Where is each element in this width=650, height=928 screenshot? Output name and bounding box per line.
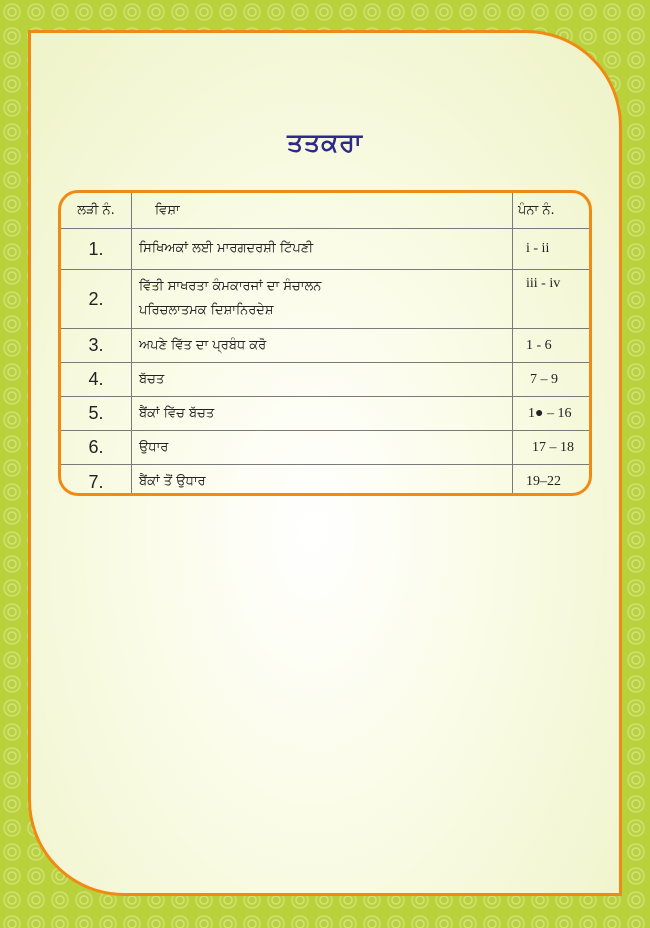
row-page: 7 – 9 — [530, 371, 558, 387]
row-subject: ਅਪਣੇ ਵਿੱਤ ਦਾ ਪ੍ਰਬੰਧ ਕਰੋ — [139, 337, 267, 353]
row-number: 4. — [88, 369, 104, 389]
row-page: i - ii — [526, 241, 550, 256]
row-subject — [131, 270, 512, 328]
row-number: 6. — [88, 437, 104, 457]
row-page: iii - iv — [526, 276, 561, 291]
table-row — [61, 229, 589, 270]
row-number: 3. — [88, 335, 104, 355]
row-subject: ਬੱਚਤ — [139, 371, 165, 387]
row-number: 1. — [88, 238, 104, 259]
row-subject: ਬੈਂਕਾਂ ਵਿੱਚ ਬੱਚਤ — [139, 405, 215, 421]
header-page: ਪੰਨਾ ਨੰ. — [518, 203, 555, 218]
column-divider — [131, 193, 132, 493]
column-divider — [512, 193, 513, 493]
row-number: 5. — [88, 403, 104, 423]
table-row — [61, 329, 589, 363]
row-page: 1● – 16 — [528, 405, 572, 421]
toc-table — [58, 190, 592, 496]
table-row — [61, 397, 589, 431]
table-row — [61, 363, 589, 397]
row-subject: ਸਿਖਿਅਕਾਂ ਲਈ ਮਾਰਗਦਰਸ਼ੀ ਟਿੱਪਣੀ — [139, 241, 314, 256]
row-number: 2. — [88, 288, 104, 309]
table-header-row — [61, 193, 589, 229]
row-number: 7. — [88, 471, 104, 492]
row-subject: ਉਧਾਰ — [139, 439, 169, 455]
header-subject: ਵਿਸ਼ਾ — [155, 203, 180, 218]
row-page: 1 - 6 — [526, 337, 552, 353]
table-row — [61, 465, 589, 496]
row-subject: ਬੈਂਕਾਂ ਤੋਂ ਉਧਾਰ — [139, 474, 206, 489]
page-title: ਤਤਕਰਾ — [287, 128, 363, 157]
row-page: 19–22 — [526, 474, 561, 489]
row-subject-line: ਪਰਿਚਲਾਤਮਕ ਦਿਸ਼ਾਨਿਰਦੇਸ਼ — [139, 303, 274, 318]
row-subject-line: ਵਿੱਤੀ ਸਾਖਰਤਾ ਕੰਮਕਾਰਜਾਂ ਦਾ ਸੰਚਾਲਨ — [139, 279, 322, 294]
table-row — [61, 431, 589, 465]
table-row — [61, 270, 589, 329]
row-page: 17 – 18 — [532, 439, 574, 455]
header-serial: ਲੜੀ ਨੰ. — [77, 203, 115, 218]
